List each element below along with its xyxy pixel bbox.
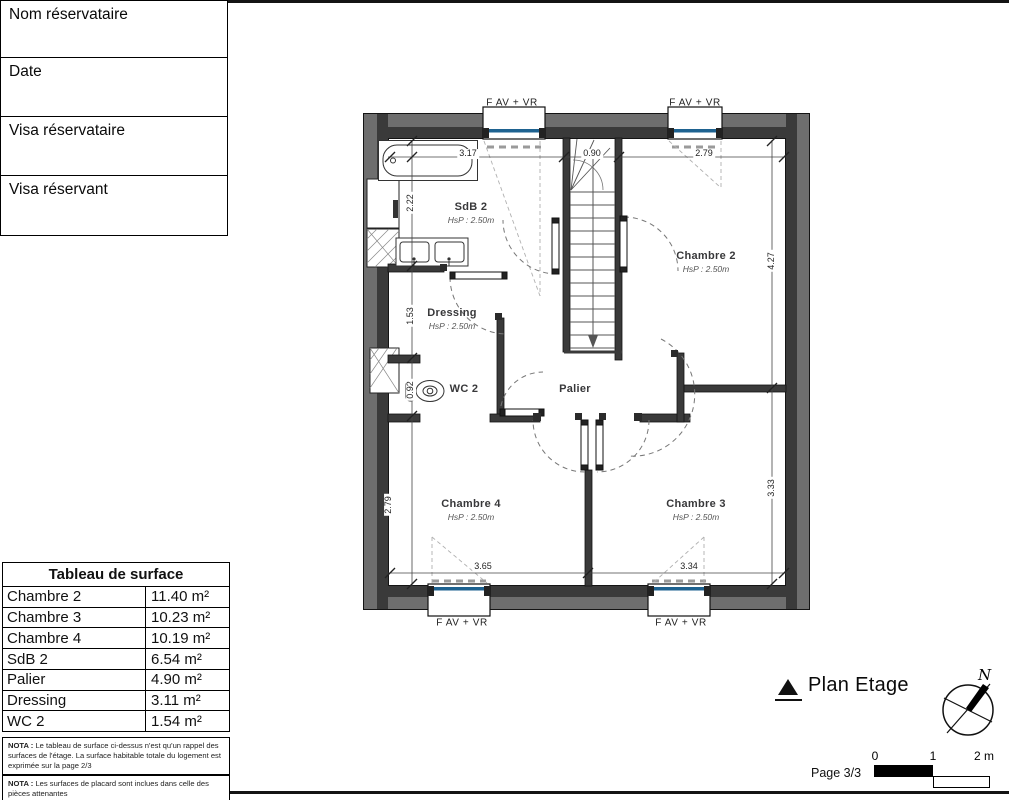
surface-table-title: Tableau de surface xyxy=(3,563,229,587)
nota-box-1 xyxy=(2,737,230,775)
nota-label: NOTA : xyxy=(8,741,34,750)
dim-left-2: 1.53 xyxy=(405,307,416,325)
window-bottom-1 xyxy=(428,584,490,616)
room-name-cell: Chambre 2 xyxy=(3,587,146,607)
room-hsp-chambre4: HsP : 2.50m xyxy=(447,512,495,522)
form-field-label: Nom réservataire xyxy=(9,6,128,23)
window-top-2 xyxy=(668,107,722,139)
scale-bar-empty xyxy=(933,776,990,788)
window-label-top-1: F AV + VR xyxy=(486,97,538,109)
wall-posts xyxy=(440,264,678,421)
scale-tick-0: 0 xyxy=(871,749,879,763)
dim-left-4: 2.79 xyxy=(383,496,394,514)
room-hsp-chambre3: HsP : 2.50m xyxy=(672,512,720,522)
room-hsp-chambre2: HsP : 2.50m xyxy=(682,264,730,274)
room-label-chambre2: Chambre 2 xyxy=(676,250,736,262)
room-area-cell: 6.54 m² xyxy=(151,650,202,668)
room-name-cell: SdB 2 xyxy=(3,649,146,669)
room-hsp-sdb2: HsP : 2.50m xyxy=(447,215,495,225)
nota-box-2 xyxy=(2,775,230,800)
room-label-dressing: Dressing xyxy=(427,307,477,319)
plan-marker-underline xyxy=(775,699,802,701)
dim-left-1: 2.22 xyxy=(405,194,416,212)
window-bottom-2 xyxy=(648,584,710,616)
window-label-top-2: F AV + VR xyxy=(669,97,721,109)
page-number: Page 3/3 xyxy=(811,766,862,780)
scale-tick-2: 2 m xyxy=(973,749,995,763)
form-field-label: Date xyxy=(9,62,42,80)
dim-bottom-2: 3.34 xyxy=(680,561,698,572)
dim-left-3: 0.92 xyxy=(405,381,416,399)
table-row xyxy=(3,711,229,731)
table-row xyxy=(3,608,229,629)
room-label-wc2: WC 2 xyxy=(449,383,479,395)
form-field-label: Visa réservant xyxy=(9,180,108,198)
room-name-cell: WC 2 xyxy=(3,711,146,731)
north-label: N xyxy=(978,666,992,684)
scale-tick-1: 1 xyxy=(929,749,937,763)
room-area-cell: 11.40 m² xyxy=(151,588,210,606)
bathtub xyxy=(379,141,478,181)
form-field-date xyxy=(0,57,228,118)
window-label-bottom-1: F AV + VR xyxy=(436,617,488,629)
window-label-bottom-2: F AV + VR xyxy=(655,617,707,629)
room-area-cell: 3.11 m² xyxy=(151,691,201,709)
plan-marker-icon xyxy=(778,679,798,695)
nota-text: Les surfaces de placard sont inclues dans celle des pièces attenantes xyxy=(8,779,209,798)
nota-text: Le tableau de surface ci-dessus n'est qu'un rappel des surfaces de l'étage. La surface habitable totale du logement est exprimée sur la page 2/3 xyxy=(8,741,221,770)
nota-label: NOTA : xyxy=(8,779,34,788)
form-field-visa-reservant xyxy=(0,175,228,236)
north-compass xyxy=(943,684,993,735)
form-field-nom-reservataire xyxy=(0,0,228,58)
room-area-cell: 1.54 m² xyxy=(151,712,202,730)
vanity-sinks xyxy=(396,238,468,266)
dim-top-2: 0.90 xyxy=(583,148,601,159)
dim-right-2: 3.33 xyxy=(766,479,777,497)
room-name-cell: Chambre 3 xyxy=(3,608,146,628)
table-row xyxy=(3,628,229,649)
room-name-cell: Dressing xyxy=(3,691,146,711)
room-area-cell: 10.19 m² xyxy=(151,629,211,647)
room-area-cell: 10.23 m² xyxy=(151,609,211,627)
dim-top-1: 3.17 xyxy=(459,148,477,159)
form-field-label: Visa réservataire xyxy=(9,122,126,139)
room-name-cell: Palier xyxy=(3,670,146,690)
staircase xyxy=(570,139,615,348)
dim-top-3: 2.79 xyxy=(695,148,713,159)
table-row xyxy=(3,691,229,712)
door-arcs xyxy=(447,215,695,472)
window-top-1 xyxy=(483,107,545,139)
room-label-chambre4: Chambre 4 xyxy=(441,498,501,510)
room-label-sdb2: SdB 2 xyxy=(454,201,488,213)
table-row xyxy=(3,649,229,670)
dim-bottom-1: 3.65 xyxy=(474,561,492,572)
table-row xyxy=(3,587,229,608)
legend-title: Plan Etage xyxy=(808,674,909,696)
form-field-visa-reservataire xyxy=(0,116,228,176)
surface-table xyxy=(2,562,230,732)
scale-bar-filled xyxy=(874,765,933,777)
room-area-cell: 4.90 m² xyxy=(151,671,202,689)
room-hsp-dressing: HsP : 2.50m xyxy=(428,321,476,331)
room-name-cell: Chambre 4 xyxy=(3,628,146,648)
dim-right-1: 4.27 xyxy=(766,252,777,270)
room-label-palier: Palier xyxy=(559,383,591,395)
room-label-chambre3: Chambre 3 xyxy=(666,498,726,510)
table-row xyxy=(3,670,229,691)
door-leaves xyxy=(447,215,627,470)
